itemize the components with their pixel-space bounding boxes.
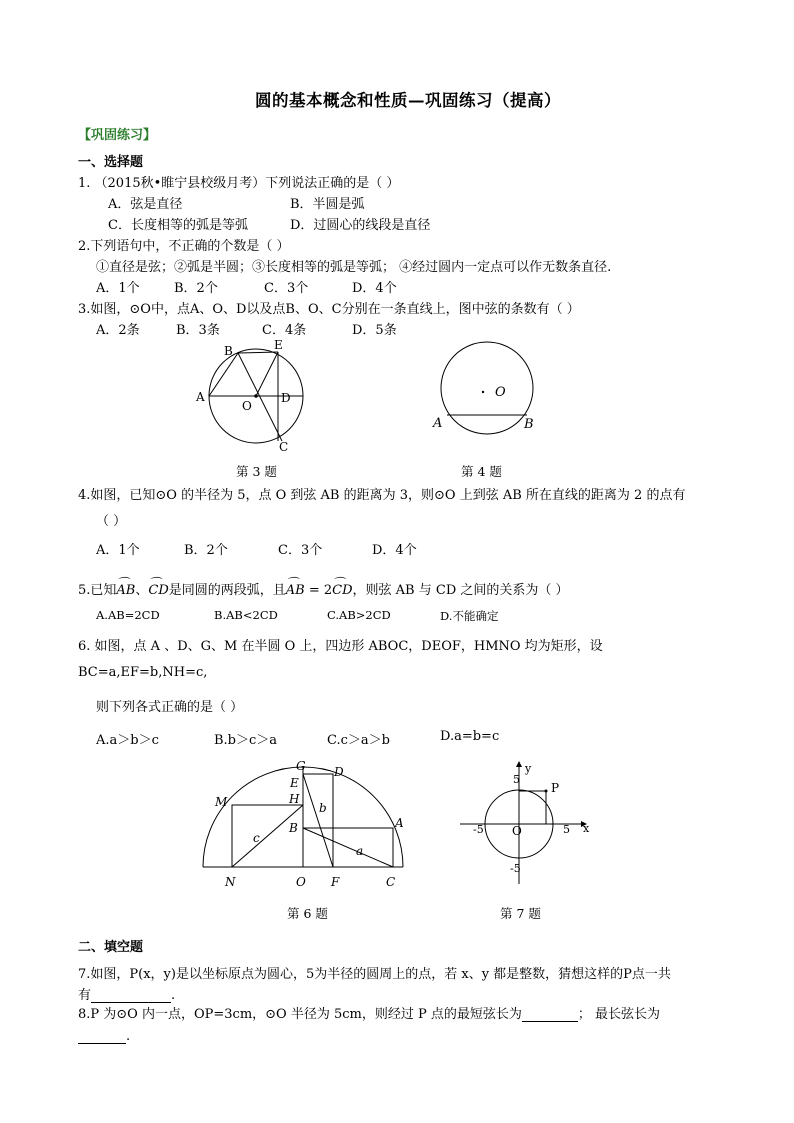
q6-option-c: C.c＞a＞b [327,733,390,748]
q2-option-c: C．3个 [264,281,309,296]
fig6-label-n: N [225,875,236,889]
fig3-label-d: D [281,391,291,405]
figure-3-caption: 第 3 题 [236,464,277,479]
fig4-label-b: B [524,417,534,432]
fig6-label-d: D [334,765,344,779]
fig6-label-b-len: b [319,801,327,815]
q4-option-c: C．3个 [278,543,323,558]
fig3-label-c: C [279,440,289,454]
q7-answer-blank[interactable] [91,990,171,1003]
fig6-label-b: B [289,821,298,835]
q5-option-b: B.AB<2CD [214,608,278,622]
q5-option-a: A.AB=2CD [96,608,160,622]
fig6-label-m: M [215,795,228,809]
q6-line2: BC=a,EF=b,NH=c, [78,665,208,680]
figure-4 [428,340,548,450]
q5-option-d: D.不能确定 [440,609,499,623]
fig6-label-h: H [289,792,300,806]
q6-line3: 则下列各式正确的是（ ） [96,700,244,715]
arc-cd: ⌒ CD [148,583,168,598]
fig4-label-a: A [433,416,443,431]
fig6-label-a: A [395,816,404,830]
q2-option-a: A．1个 [96,281,140,296]
fig3-label-a: A [196,390,205,404]
q4-option-d: D．4个 [372,543,417,558]
section-fill-heading: 二、填空题 [78,940,144,955]
q8-longest-blank[interactable] [78,1031,126,1044]
fig4-label-o: O [495,385,506,400]
q3-option-b: B．3条 [176,323,220,338]
figure-7-caption: 第 7 题 [500,906,541,921]
q1-stem: 1. （2015秋•睢宁县校级月考）下列说法正确的是（ ） [78,176,400,191]
q6-stem: 6. 如图，点 A 、D、G、M 在半圆 O 上，四边形 ABOC，DEOF，HMNO 均为矩形，设 [78,639,603,654]
q2-statements: ①直径是弦；②弧是半圆；③长度相等的弧是等弧； ④经过圆内一定点可以作无数条直径. [96,260,612,275]
practice-tag: 【巩固练习】 [78,128,157,143]
figure-6 [195,760,420,895]
q6-option-a: A.a＞b＞c [96,733,159,748]
q4-option-b: B．2个 [184,543,228,558]
q1-option-a: A．弦是直径 [108,197,183,212]
q7-line2: 有 . [78,988,176,1003]
fig7-label-y: y [525,762,532,775]
q1-option-c: C．长度相等的弧是等弧 [108,218,248,233]
q3-option-c: C．4条 [262,323,307,338]
figure-3 [190,338,320,458]
fig7-tick-neg5-bottom: -5 [510,862,521,875]
arc-cd-2: ⌒ CD [332,583,352,598]
q4-paren: （ ） [96,514,127,529]
fig6-label-c: C [386,875,396,889]
q8-line2: . [78,1029,130,1044]
arc-ab: ⌒ AB [116,583,135,598]
q7-line1: 7.如图，P(x，y)是以坐标原点为圆心，5为半径的圆周上的点，若 x、y 都是整数，猜想这样的P点一共 [78,967,671,982]
fig6-label-o: O [296,875,306,889]
q1-option-d: D．过圆心的线段是直径 [290,218,431,233]
arc-ab-2: ⌒ AB [286,583,305,598]
fig6-label-g: G [296,760,306,773]
q2-stem: 2.下列语句中，不正确的个数是（ ） [78,239,290,254]
q8-shortest-blank[interactable] [522,1009,578,1022]
fig7-label-p: P [551,781,560,795]
fig7-tick-5-top: 5 [513,773,520,786]
fig3-label-e: E [274,338,283,352]
fig3-label-b: B [224,344,233,358]
q6-option-b: B.b＞c＞a [214,733,278,748]
fig7-label-o: O [512,824,522,838]
q3-stem: 3.如图，⊙O中，点A、O、D以及点B、O、C分别在一条直线上，图中弦的条数有（ ） [78,302,580,317]
fig6-label-f: F [331,875,340,889]
figure-4-caption: 第 4 题 [461,464,502,479]
q4-option-a: A．1个 [96,543,140,558]
q6-option-d: D.a=b=c [440,729,500,744]
q5-option-c: C.AB>2CD [327,608,391,622]
q4-stem: 4.如图，已知⊙O 的半径为 5，点 O 到弦 AB 的距离为 3，则⊙O 上到弦 AB 所在直线的距离为 2 的点有 [78,488,686,503]
figure-7 [455,760,595,890]
fig7-label-x: x [583,822,590,835]
q1-option-b: B．半圆是弧 [290,197,365,212]
fig4-circle [441,342,533,434]
fig7-tick-neg5-left: -5 [473,823,484,836]
q3-option-a: A．2条 [96,323,140,338]
q8-line1: 8.P 为⊙O 内一点，OP=3cm，⊙O 半径为 5cm，则经过 P 点的最短弦长为 ； 最长弦长为 [78,1007,660,1022]
section-choice-heading: 一、选择题 [78,155,144,170]
q3-option-d: D．5条 [352,323,397,338]
q5-stem: 5.已知⌒ AB、⌒ CD是同圆的两段弧，且⌒ AB = 2⌒ CD，则弦 AB 与 CD 之间的关系为（ ） [78,579,569,598]
page-title: 圆的基本概念和性质—巩固练习（提高） [255,91,561,110]
q2-option-d: D．4个 [352,281,397,296]
fig3-label-o: O [242,399,252,413]
fig6-label-c-len: c [253,831,260,845]
figure-6-caption: 第 6 题 [287,906,328,921]
q2-option-b: B．2个 [174,281,218,296]
fig6-label-a-len: a [356,844,364,858]
fig6-label-e: E [290,776,299,790]
fig7-tick-5-right: 5 [563,823,570,836]
